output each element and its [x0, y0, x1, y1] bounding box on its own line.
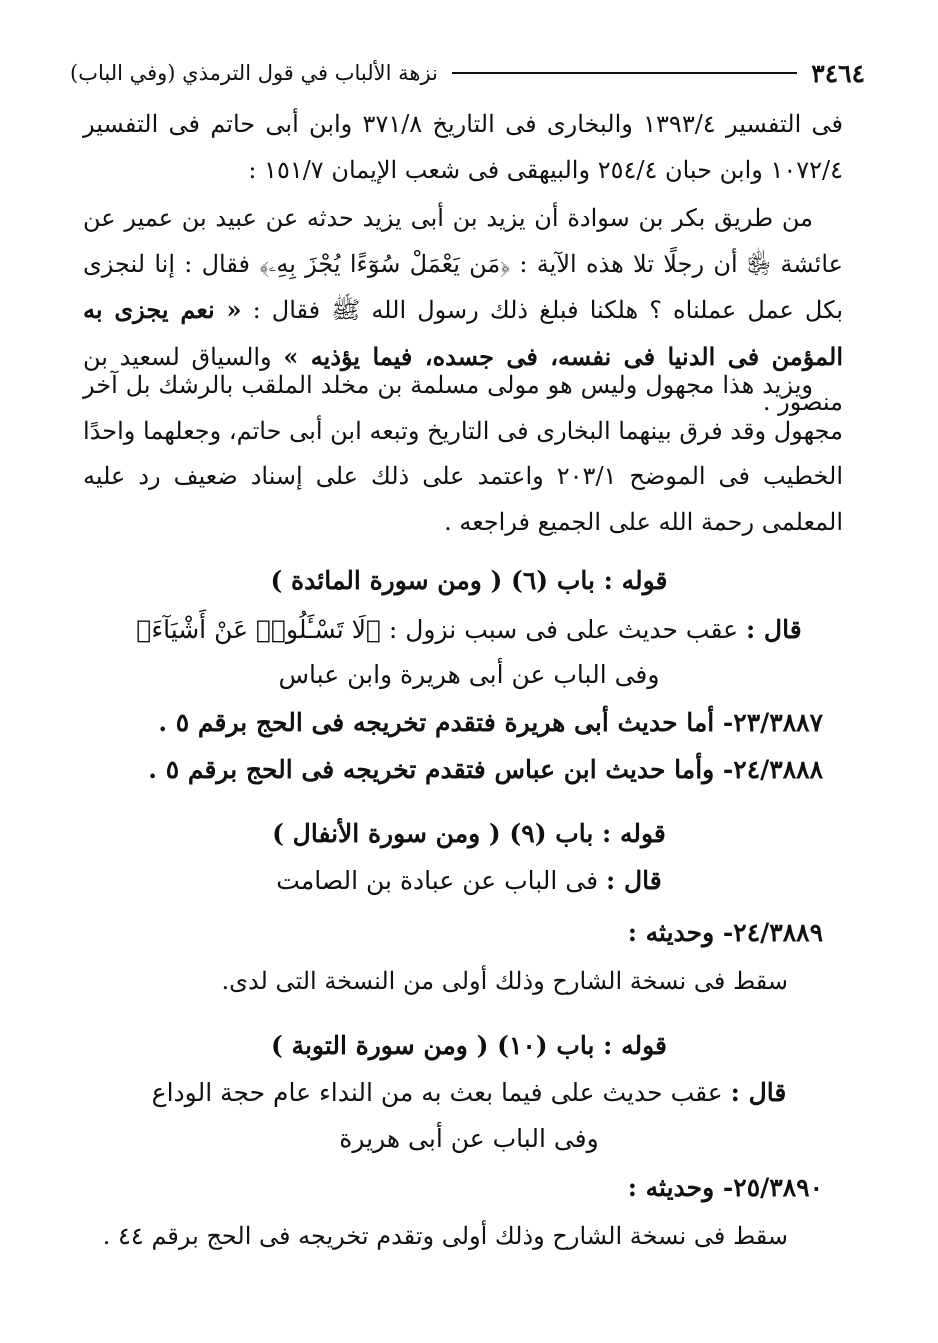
qal-label: قال : [746, 615, 802, 644]
qal-line-maida [0, 611, 938, 649]
section-heading-anfal: قوله : باب (٩) ( ومن سورة الأنفال ) [272, 819, 666, 848]
entry-3888: ٢٤/٣٨٨٨- وأما حديث ابن عباس فتقدم تخريجه فى الحج برقم ٥ . [148, 755, 823, 784]
paragraph-yazid-text: ويزيد هذا مجهول وليس هو مولى مسلمة بن مخلد الملقب بالرشك بل آخر مجهول وقد فرق بينهما البخارى فى التاريخ وتبعه ابن أبى حاتم، وجعلهما واحدًا الخطيب فى الموضح ٢٠٣/١ واعتمد على ذلك على إسناد ضعيف رد عليه المعلمى رحمة الله على الجميع فراجعه . [83, 371, 843, 536]
qal-text: عقب حديث على فى سبب نزول : ﴿لَا تَسْـَٔلُوا۟ عَنْ أَشْيَآءَ﴾ [136, 615, 739, 644]
fil-bab-tawba: وفى الباب عن أبى هريرة [339, 1124, 599, 1153]
note-3889: سقط فى نسخة الشارح وذلك أولى من النسخة التى لدى. [221, 967, 788, 995]
section-heading-maida: قوله : باب (٦) ( ومن سورة المائدة ) [270, 566, 668, 595]
paragraph-yazid [83, 363, 843, 545]
hadith-narration: من طريق بكر بن سوادة أن يزيد بن أبى يزيد حدثه عن عبيد بن عمير عن عائشة ﵂ أن رجلًا تلا هذه الآية : ﴿مَن يَعْمَلْ سُوٓءًا يُجْزَ بِهِۦ﴾ فقال : إنا لنجزى بكل عمل عملناه ؟ هلكنا فبلغ ذلك رسول الله ﷺ فقال : [83, 204, 844, 324]
running-title: نزهة الألباب في قول الترمذي (وفي الباب) [70, 61, 438, 85]
entry-3889: ٢٤/٣٨٨٩- وحديثه : [627, 918, 823, 947]
paragraph-sources-text: فى التفسير ١٣٩٣/٤ والبخارى فى التاريخ ٣٧١/٨ وابن أبى حاتم فى التفسير ١٠٧٢/٤ وابن حبان ٢٥٤/٤ والبيهقى فى شعب الإيمان ١٥١/٧ : [83, 110, 844, 184]
paragraph-sources [83, 102, 843, 193]
entry-3887: ٢٣/٣٨٨٧- أما حديث أبى هريرة فتقدم تخريجه فى الحج برقم ٥ . [158, 708, 823, 737]
qal-line-tawba [0, 1074, 938, 1112]
entry-3890: ٢٥/٣٨٩٠- وحديثه : [627, 1173, 823, 1202]
header-rule [452, 72, 797, 74]
hadith-context: والسياق لسعيد بن منصور . [83, 342, 843, 416]
qal-label: قال : [606, 866, 662, 895]
qal-line-anfal [0, 862, 938, 900]
section-heading-tawba: قوله : باب (١٠) ( ومن سورة التوبة ) [271, 1031, 667, 1060]
page-header [70, 54, 865, 92]
hadith-quote: « نعم يجزى به المؤمن فى الدنيا فى نفسه، فى جسده، فيما يؤذيه » [83, 295, 843, 371]
note-3890: سقط فى نسخة الشارح وذلك أولى وتقدم تخريجه فى الحج برقم ٤٤ . [102, 1222, 788, 1250]
fil-bab-maida: وفى الباب عن أبى هريرة وابن عباس [278, 660, 660, 689]
page-number: ٣٤٦٤ [811, 58, 865, 88]
qal-text: فى الباب عن عبادة بن الصامت [276, 866, 599, 895]
qal-text: عقب حديث على فيما بعث به من النداء عام حجة الوداع [151, 1078, 723, 1107]
qal-label: قال : [730, 1078, 787, 1107]
